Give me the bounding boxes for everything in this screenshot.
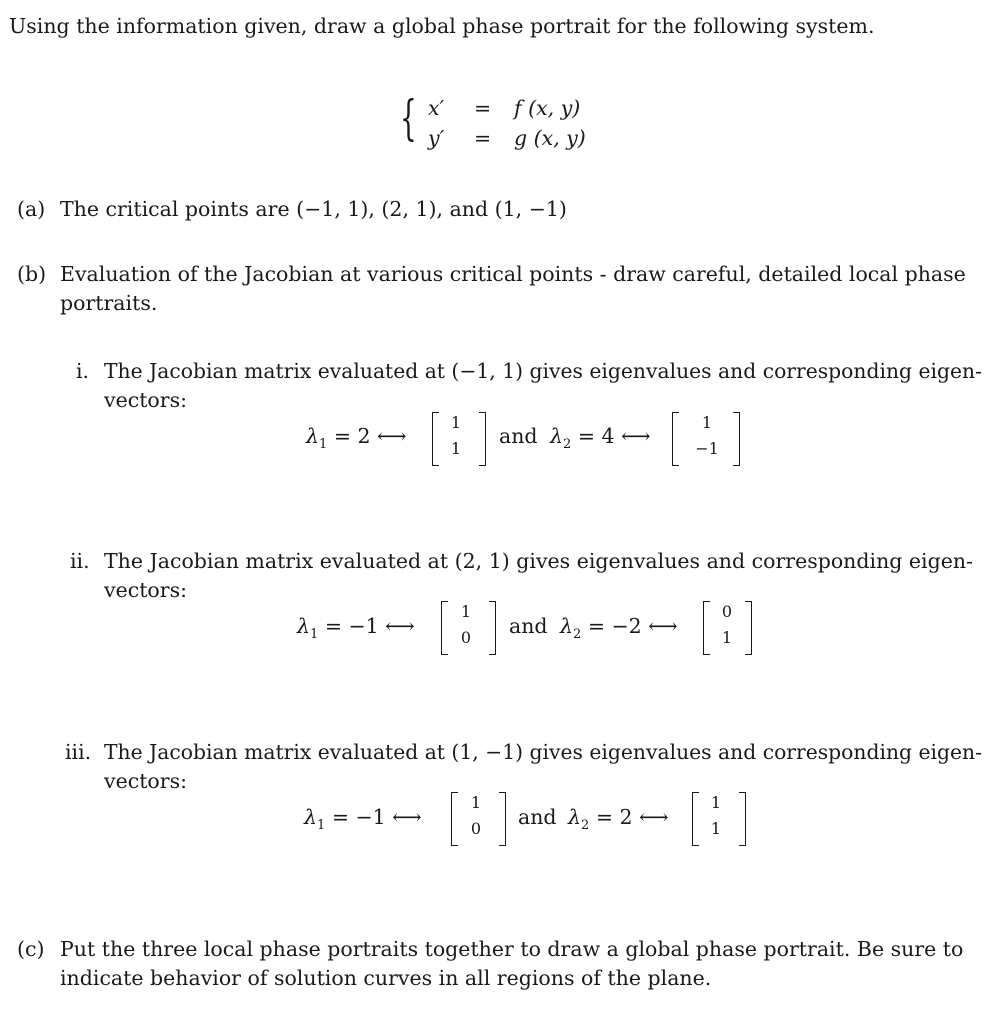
part-c-marker: (c) [17,937,45,961]
item-i-lambda2: $\lambda_2 = 4$ ⟷ [550,424,651,452]
item-iii-and: and [518,805,557,829]
part-b-marker: (b) [17,262,47,286]
left-brace: { [400,90,417,146]
item-iii-vec1-bottom: 0 [470,819,482,838]
eq1-lhs: x′ [428,96,445,120]
item-i-lambda1: $\lambda_1 = 2$ ⟷ [306,424,407,452]
item-iii-lambda2: $\lambda_2 = 2$ ⟷ [568,805,669,833]
item-ii-line2: vectors: [104,578,188,602]
item-ii-and: and [509,614,548,638]
part-c-line1: Put the three local phase portraits together to draw a global phase portrait. Be sure to [60,937,964,961]
item-i-line1: The Jacobian matrix evaluated at (−1, 1) gives eigenvalues and corresponding eigen- [104,359,983,383]
item-ii-lambda1: $\lambda_1 = -1$ ⟷ [297,614,415,642]
part-a-text: The critical points are (−1, 1), (2, 1), and (1, −1) [60,197,567,221]
item-i-line2: vectors: [104,388,188,412]
item-iii-vec2-bottom: 1 [710,819,722,838]
item-ii-lambda2: $\lambda_2 = -2$ ⟷ [560,614,678,642]
item-iii-line2: vectors: [104,769,188,793]
item-i-vec2-bottom: −1 [695,439,719,458]
item-iii-lambda1: $\lambda_1 = -1$ ⟷ [304,805,422,833]
item-iii-vec1-top: 1 [470,793,482,812]
item-ii-vec2-bottom: 1 [721,628,733,647]
item-ii-vec1-top: 1 [460,602,472,621]
part-b-line1: Evaluation of the Jacobian at various critical points - draw careful, detailed local phase [60,262,966,286]
item-i-vec1-bottom: 1 [450,439,462,458]
item-i-vec2-top: 1 [701,413,713,432]
item-i-marker: i. [76,359,90,383]
item-iii-vec2-top: 1 [710,793,722,812]
item-ii-vec2-top: 0 [721,602,733,621]
eq1-rhs: f (x, y) [514,96,581,120]
part-c-line2: indicate behavior of solution curves in all regions of the plane. [60,966,712,990]
part-a-marker: (a) [17,197,46,221]
item-i-vec1-top: 1 [450,413,462,432]
part-b-line2: portraits. [60,291,158,315]
item-iii-line1: The Jacobian matrix evaluated at (1, −1) gives eigenvalues and corresponding eigen- [104,740,983,764]
eq2-equals: = [474,126,492,150]
eq2-rhs: g (x, y) [514,126,586,150]
item-ii-vec1-bottom: 0 [460,628,472,647]
item-ii-line1: The Jacobian matrix evaluated at (2, 1) gives eigenvalues and corresponding eigen- [104,549,973,573]
eq2-lhs: y′ [428,126,445,150]
intro-text: Using the information given, draw a global phase portrait for the following system. [9,14,875,38]
item-ii-marker: ii. [70,549,90,573]
item-iii-marker: iii. [65,740,92,764]
item-i-and: and [499,424,538,448]
eq1-equals: = [474,96,492,120]
